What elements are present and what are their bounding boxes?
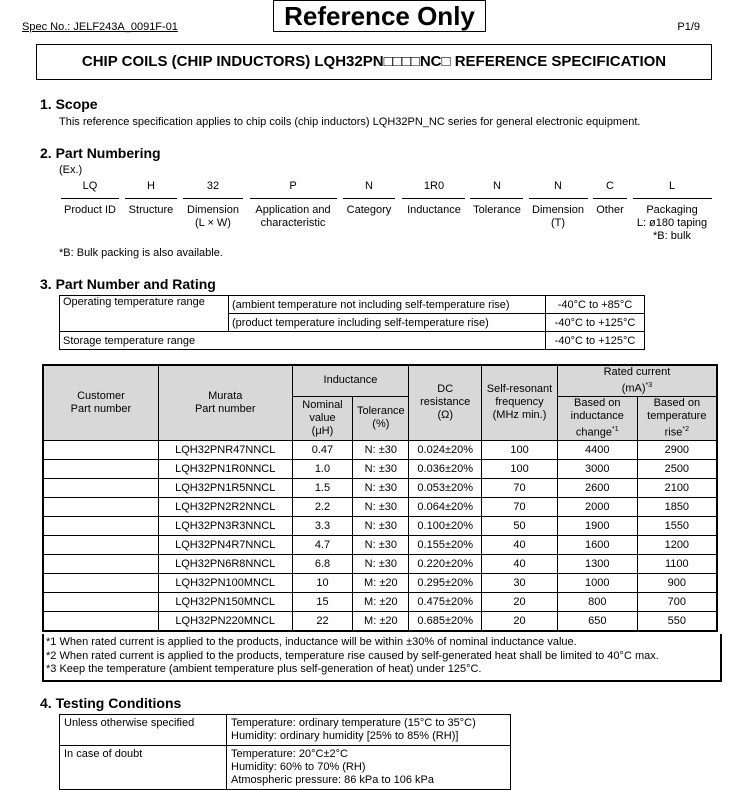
table-row [43,478,717,497]
table-row [43,497,717,516]
part-code: N [554,180,562,192]
customer-part-cell [43,478,158,497]
page-number: P1/9 [677,21,700,33]
dc-resistance-cell: 0.064±20% [409,497,482,516]
table-row [43,440,717,459]
nominal-cell: 3.3 [292,516,353,535]
testing-heading: 4. Testing Conditions [40,695,182,711]
part-code-underline [470,198,523,199]
rated-inductance-cell: 800 [557,592,637,611]
rated-temperature-cell: 1550 [637,516,717,535]
srf-cell: 70 [482,497,558,516]
part-code-description: Other [596,204,624,216]
customer-part-cell [43,573,158,592]
part-code-underline [61,198,119,199]
part-code: LQ [82,180,98,192]
rated-inductance-cell: 3000 [557,459,637,478]
srf-cell: 40 [482,535,558,554]
part-code-underline [529,198,588,199]
nominal-cell: 0.47 [292,440,353,459]
rated-temperature-cell: 1850 [637,497,717,516]
srf-cell: 50 [482,516,558,535]
murata-part-cell: LQH32PN6R8NNCL [158,554,292,573]
part-code: N [493,180,501,192]
table-row [60,296,645,314]
rated-temperature-cell: 700 [637,592,717,611]
murata-part-cell: LQH32PN4R7NNCL [158,535,292,554]
rated-temperature-cell: 1100 [637,554,717,573]
nominal-value-header: Nominal value (μH) [292,396,353,440]
murata-part-cell: LQH32PN3R3NNCL [158,516,292,535]
dc-resistance-cell: 0.685±20% [409,611,482,631]
customer-part-cell [43,611,158,631]
note-2: *2 When rated current is applied to the products, temperature rise caused by self-generated heat shall be limited to 40°C max. [46,649,659,662]
rated-inductance-cell: 4400 [557,440,637,459]
murata-part-cell: LQH32PN1R0NNCL [158,459,292,478]
part-code: L [668,180,676,192]
table-row [43,554,717,573]
operating-temp-desc: (product temperature including self-temperature rise) [229,314,546,332]
rating-heading: 3. Part Number and Rating [40,276,216,292]
part-code-underline [593,198,627,199]
part-code-description: Product ID [64,204,116,216]
rated-temperature-cell: 2500 [637,459,717,478]
nominal-cell: 1.5 [292,478,353,497]
part-code-description: Category [346,204,392,216]
temperature-table [59,295,645,350]
operating-temp-value: -40°C to +125°C [546,314,645,332]
customer-part-cell [43,535,158,554]
rated-current-header: Rated current (mA)$^{*3}$ [557,365,717,396]
part-code-underline [250,198,337,199]
part-code-description: Tolerance [473,204,521,216]
testing-value: Temperature: ordinary temperature (15°C to 35°C) Humidity: ordinary humidity [25% to 85% (RH)] [227,715,511,746]
dc-resistance-cell: 0.100±20% [409,516,482,535]
srf-cell: 70 [482,478,558,497]
customer-part-cell [43,497,158,516]
based-inductance-header: Based on inductance change$^{*1}$ [557,396,637,440]
rated-temperature-cell: 1200 [637,535,717,554]
storage-temp-label: Storage temperature range [60,332,546,350]
rated-inductance-cell: 2600 [557,478,637,497]
tolerance-cell: M: ±20 [353,592,409,611]
testing-value: Temperature: 20°C±2°C Humidity: 60% to 70% (RH) Atmospheric pressure: 86 kPa to 106 kPa [227,746,511,790]
tolerance-cell: N: ±30 [353,535,409,554]
dc-resistance-cell: 0.024±20% [409,440,482,459]
part-code: N [365,180,373,192]
srf-cell: 30 [482,573,558,592]
testing-conditions-table [59,714,511,790]
customer-part-cell [43,516,158,535]
tolerance-cell: N: ±30 [353,516,409,535]
table-row [43,573,717,592]
operating-temp-desc: (ambient temperature not including self-temperature rise) [229,296,546,314]
rated-inductance-cell: 1000 [557,573,637,592]
part-code: C [606,180,614,192]
srf-cell: 40 [482,554,558,573]
part-code-description: Structure [128,204,174,216]
customer-part-cell [43,459,158,478]
part-code-description: Dimension (T) [532,204,584,229]
scope-text: This reference specification applies to chip coils (chip inductors) LQH32PN_NC series for general electronic equipment. [59,116,641,128]
nominal-cell: 1.0 [292,459,353,478]
srf-cell: 100 [482,440,558,459]
part-code: 1R0 [423,180,445,192]
nominal-cell: 15 [292,592,353,611]
tolerance-cell: N: ±30 [353,478,409,497]
table-row [43,516,717,535]
customer-part-header: Customer Part number [43,365,158,440]
storage-temp-value: -40°C to +125°C [546,332,645,350]
tolerance-header: Tolerance (%) [353,396,409,440]
rated-inductance-cell: 1600 [557,535,637,554]
rated-temperature-cell: 550 [637,611,717,631]
tolerance-cell: N: ±30 [353,440,409,459]
part-code: 32 [206,180,220,192]
dc-resistance-cell: 0.475±20% [409,592,482,611]
part-code-underline [125,198,177,199]
rated-inductance-cell: 650 [557,611,637,631]
rated-temperature-cell: 2900 [637,440,717,459]
tolerance-cell: N: ±30 [353,459,409,478]
customer-part-cell [43,554,158,573]
part-numbering-heading: 2. Part Numbering [40,145,161,161]
murata-part-cell: LQH32PN150MNCL [158,592,292,611]
murata-part-cell: LQH32PN220MNCL [158,611,292,631]
dc-resistance-cell: 0.053±20% [409,478,482,497]
testing-label: Unless otherwise specified [60,715,227,746]
part-code: H [147,180,155,192]
spec-number: Spec No.: JELF243A_0091F-01 [22,21,178,33]
dc-resistance-cell: 0.295±20% [409,573,482,592]
customer-part-cell [43,440,158,459]
rated-temperature-cell: 900 [637,573,717,592]
table-row [43,459,717,478]
srf-cell: 100 [482,459,558,478]
table-row [43,592,717,611]
dc-resistance-cell: 0.220±20% [409,554,482,573]
operating-temp-label: Operating temperature range [60,296,229,332]
dc-resistance-cell: 0.155±20% [409,535,482,554]
nominal-cell: 22 [292,611,353,631]
tolerance-cell: N: ±30 [353,554,409,573]
part-code-description: Inductance [407,204,461,216]
murata-part-cell: LQH32PN2R2NNCL [158,497,292,516]
murata-part-cell: LQH32PNR47NNCL [158,440,292,459]
rating-table [42,364,718,632]
murata-part-header: Murata Part number [158,365,292,440]
table-row [43,611,717,631]
part-code-description: Dimension (L × W) [187,204,239,229]
part-code-description: Application and characteristic [255,204,331,229]
rated-inductance-cell: 1300 [557,554,637,573]
based-temperature-header: Based on temperature rise$^{*2}$ [637,396,717,440]
rated-temperature-cell: 2100 [637,478,717,497]
murata-part-cell: LQH32PN1R5NNCL [158,478,292,497]
tolerance-cell: M: ±20 [353,611,409,631]
nominal-cell: 4.7 [292,535,353,554]
operating-temp-value: -40°C to +85°C [546,296,645,314]
dc-resistance-header: DC resistance (Ω) [409,365,482,440]
rated-inductance-cell: 2000 [557,497,637,516]
example-label: (Ex.) [59,164,83,176]
testing-label: In case of doubt [60,746,227,790]
note-1: *1 When rated current is applied to the products, inductance will be within ±30% of nominal inductance value. [46,636,577,648]
bulk-note: *B: Bulk packing is also available. [59,247,223,259]
scope-heading: 1. Scope [40,96,98,112]
table-row [60,715,511,746]
table-row [43,535,717,554]
tolerance-cell: N: ±30 [353,497,409,516]
nominal-cell: 10 [292,573,353,592]
part-code-description: Packaging L: ø180 taping *B: bulk [636,204,708,242]
rating-notes [42,634,722,682]
inductance-header: Inductance [292,365,409,396]
srf-cell: 20 [482,611,558,631]
note-3: *3 Keep the temperature (ambient temperature plus self-generation of heat) under 125°C. [46,663,482,675]
dc-resistance-cell: 0.036±20% [409,459,482,478]
nominal-cell: 2.2 [292,497,353,516]
part-code-underline [402,198,465,199]
murata-part-cell: LQH32PN100MNCL [158,573,292,592]
table-row [60,332,645,350]
srf-cell: 20 [482,592,558,611]
customer-part-cell [43,592,158,611]
part-code-underline [183,198,243,199]
reference-only-stamp: Reference Only [273,0,486,32]
rated-inductance-cell: 1900 [557,516,637,535]
srf-header: Self-resonant frequency (MHz min.) [482,365,558,440]
part-code-underline [633,198,712,199]
nominal-cell: 6.8 [292,554,353,573]
document-title: CHIP COILS (CHIP INDUCTORS) LQH32PN□□□□NC□ REFERENCE SPECIFICATION [36,44,712,80]
tolerance-cell: M: ±20 [353,573,409,592]
part-code-underline [343,198,395,199]
part-code: P [289,180,297,192]
table-row [60,746,511,790]
